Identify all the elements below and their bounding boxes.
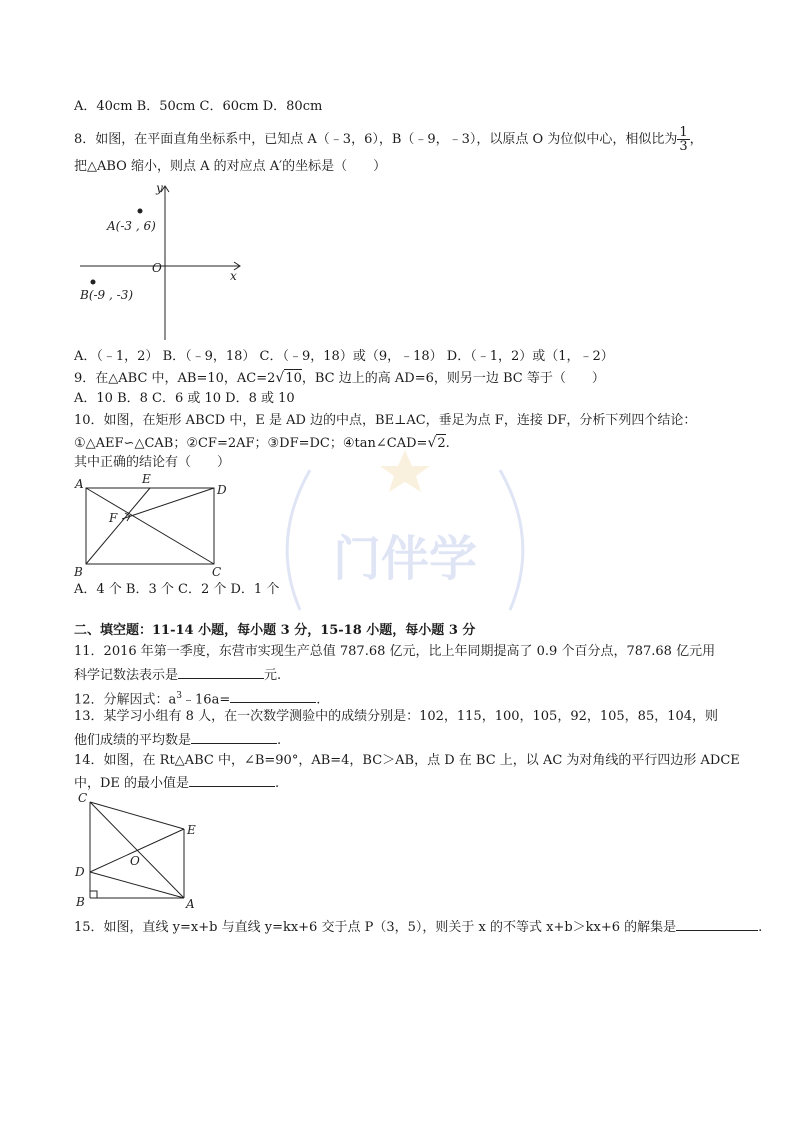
point-b — [91, 280, 96, 285]
answer-blank[interactable] — [178, 665, 264, 679]
q11-text: 科学记数法表示是 — [74, 668, 179, 683]
q14-period: . — [275, 776, 280, 791]
sqrt-value: 2 — [437, 436, 446, 451]
label-c: C — [78, 792, 88, 805]
q12-stem — [74, 687, 320, 709]
sqrt-value: 10 — [285, 371, 302, 386]
watermark-logo — [270, 440, 540, 644]
q8-coordinate-figure — [80, 180, 250, 345]
q10-period: . — [445, 436, 450, 451]
point-a-label: A(-3 , 6) — [107, 219, 156, 233]
q12-period: . — [316, 692, 321, 708]
x-axis-label: x — [230, 269, 237, 283]
q8-stem-line2: 把△ABO 缩小，则点 A 的对应点 A′的坐标是（ ） — [74, 159, 387, 174]
point-a — [138, 209, 143, 214]
q11-stem-line2 — [74, 665, 281, 685]
answer-blank[interactable] — [676, 917, 758, 931]
q10-rectangle-figure — [72, 472, 232, 580]
q14-text: 中，DE 的最小值是 — [74, 776, 190, 791]
q13-stem-line1: 13．某学习小组有 8 人，在一次数学测验中的成绩分别是：102，115，100，105，92，105，85，104，则 — [74, 709, 719, 724]
q10-conclusions: ①△AEF∽△CAB；②CF=2AF；③DF=DC；④tan∠CAD= — [74, 436, 428, 451]
label-o: O — [130, 854, 140, 868]
q15-stem — [74, 917, 762, 937]
q11-unit: 元. — [264, 668, 282, 683]
segment-df — [122, 488, 214, 519]
q9-stem — [74, 369, 605, 388]
q12-text-mid: ﹣16a= — [182, 692, 231, 708]
ratio-denominator: 3 — [679, 139, 688, 154]
label-e: E — [142, 472, 151, 486]
label-d: D — [75, 865, 85, 879]
y-axis-label: y — [156, 181, 163, 195]
q8-options: A．（﹣1，2） B．（﹣9，18） C．（﹣9，18）或（9，﹣18） D．（﹣1，2）或（1，﹣2） — [74, 349, 614, 364]
q15-period: . — [758, 920, 763, 935]
q14-stem-line2 — [74, 773, 279, 793]
q10-stem-line3: 其中正确的结论有（ ） — [74, 455, 231, 470]
label-c: C — [212, 565, 222, 579]
q9-options: A．10 B．8 C．6 或 10 D．8 或 10 — [74, 391, 295, 406]
ratio-fraction — [677, 126, 689, 153]
q12-exponent: 3 — [176, 691, 183, 701]
segment-be — [86, 488, 150, 564]
q9-stem-text-end: ，BC 边上的高 AD=6，则另一边 BC 等于（ ） — [301, 371, 605, 386]
label-b: B — [76, 895, 85, 909]
q14-stem-line1: 14．如图，在 Rt△ABC 中，∠B=90°，AB=4，BC＞AB，点 D 在 BC 上，以 AC 为对角线的平行四边形 ADCE — [74, 753, 740, 768]
radical-sign: √ — [275, 370, 285, 386]
q7-options: A．40cm B．50cm C．60cm D．80cm — [74, 99, 323, 114]
segment-ce — [90, 802, 184, 829]
label-d: D — [217, 483, 227, 497]
q12-text: 12．分解因式：a — [74, 692, 177, 708]
q8-stem-line1 — [74, 126, 703, 153]
watermark-text: 门伴学 — [332, 531, 478, 587]
label-e: E — [187, 823, 196, 837]
q14-parallelogram-figure — [72, 792, 202, 910]
q11-stem-line1: 11．2016 年第一季度，东营市实现生产总值 787.68 亿元，比上年同期提高了 0.9 个百分点，787.68 亿元用 — [74, 644, 716, 659]
q13-period: . — [277, 733, 282, 748]
answer-blank[interactable] — [230, 689, 316, 703]
section-title: 二、填空题：11-14 小题，每小题 3 分，15-18 小题，每小题 3 分 — [74, 623, 476, 638]
right-angle-mark — [90, 891, 97, 898]
label-a: A — [186, 897, 195, 910]
answer-blank[interactable] — [189, 773, 275, 787]
segment-da — [90, 872, 184, 898]
q13-stem-line2 — [74, 730, 281, 750]
q9-stem-text: 9．在△ABC 中，AB=10，AC=2 — [74, 371, 276, 386]
ratio-numerator: 1 — [679, 125, 688, 140]
diagonal-ac — [86, 488, 214, 564]
q10-stem-line1: 10．如图，在矩形 ABCD 中，E 是 AD 边的中点，BE⊥AC，垂足为点 F，连接 DF，分析下列四个结论： — [74, 413, 697, 428]
label-a: A — [75, 477, 84, 491]
q15-text: 15．如图，直线 y=x+b 与直线 y=kx+6 交于点 P（3，5），则关于 x 的不等式 x+b＞kx+6 的解集是 — [74, 920, 677, 935]
point-b-label: B(-9 , -3) — [80, 288, 134, 302]
q13-text: 他们成绩的平均数是 — [74, 733, 192, 748]
answer-blank[interactable] — [191, 730, 277, 744]
q8-stem-comma: ， — [689, 132, 703, 147]
q8-stem-text: 8．如图，在平面直角坐标系中，已知点 A（﹣3，6），B（﹣9，﹣3），以原点 O 为位似中心，相似比为 — [74, 132, 678, 147]
label-f: F — [109, 511, 118, 525]
q10-stem-line2 — [74, 434, 450, 453]
radical-sign: √ — [427, 435, 437, 451]
origin-label: O — [152, 261, 162, 275]
q10-options: A．4 个 B．3 个 C．2 个 D．1 个 — [74, 582, 280, 597]
label-b: B — [74, 565, 83, 579]
